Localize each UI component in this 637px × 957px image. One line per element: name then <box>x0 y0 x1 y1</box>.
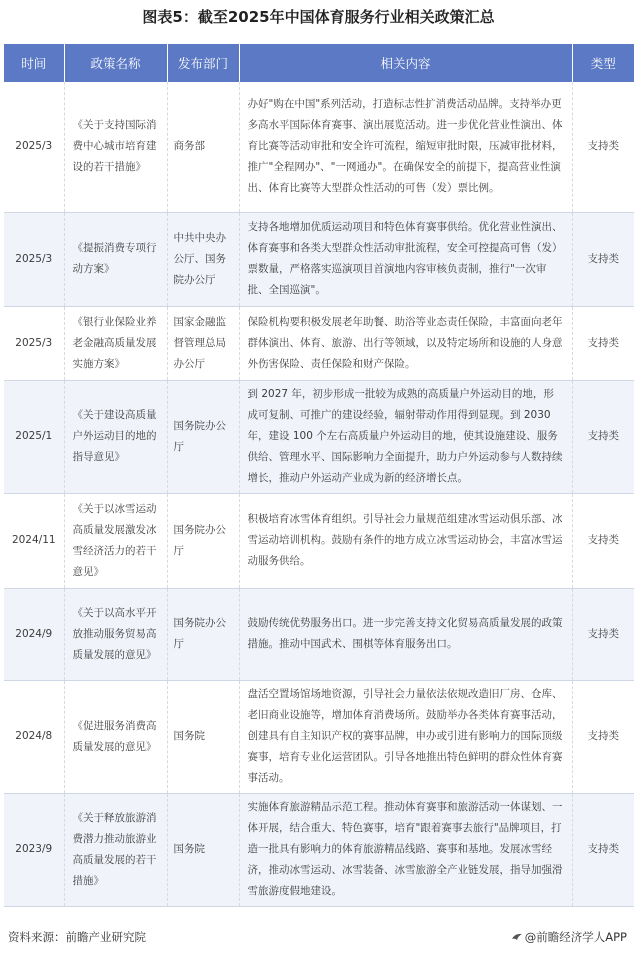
table-row <box>4 306 634 380</box>
cell-content: 到 2027 年，初步形成一批较为成熟的高质量户外运动目的地，形成可复制、可推广的建设经验，辐射带动作用得到显现。到 2030 年，建设 100 个左右高质量户外运动目的地，使其设施建设、服务供给、管理水平、国际影响力全面提升，助力户外运动参与人数持续增长，推动户外运动产业成为新的经济增长点。 <box>239 380 572 493</box>
cell-type: 支持类 <box>572 212 634 306</box>
cell-type: 支持类 <box>572 306 634 380</box>
cell-policy-name: 《促进服务消费高质量发展的意见》 <box>64 680 167 793</box>
cell-time: 2024/9 <box>4 588 64 680</box>
cell-content: 积极培育冰雪体育组织。引导社会力量规范组建冰雪运动俱乐部、冰雪运动培训机构。鼓励有条件的地方成立冰雪运动协会，丰富冰雪运动服务供给。 <box>239 493 572 588</box>
cell-time: 2025/3 <box>4 82 64 212</box>
cell-policy-name: 《关于建设高质量户外运动目的地的指导意见》 <box>64 380 167 493</box>
cell-type: 支持类 <box>572 793 634 906</box>
cell-policy-name: 《提振消费专项行动方案》 <box>64 212 167 306</box>
source-note: 资料来源：前瞻产业研究院 <box>8 930 146 944</box>
cell-department: 国家金融监督管理总局办公厅 <box>167 306 239 380</box>
page-title: 图表5：截至2025年中国体育服务行业相关政策汇总 <box>142 8 495 26</box>
cell-time: 2025/1 <box>4 380 64 493</box>
cell-content: 办好"购在中国"系列活动，打造标志性扩消费活动品牌。支持举办更多高水平国际体育赛事、演出展览活动。进一步优化营业性演出、体育比赛等活动审批和安全许可流程，缩短审批时限，压减审批材料，推广"全程网办"、"一网通办"。在确保安全的前提下，提高营业性演出、体育比赛等大型群众性活动的可售（发）票比例。 <box>239 82 572 212</box>
brand-credit-text: @前瞻经济学人APP <box>524 930 627 944</box>
brand-logo-icon <box>511 931 523 941</box>
header-type: 类型 <box>572 44 634 82</box>
header-content: 相关内容 <box>239 44 572 82</box>
header-dept: 发布部门 <box>167 44 239 82</box>
header-name: 政策名称 <box>64 44 167 82</box>
table-row <box>4 588 634 680</box>
cell-policy-name: 《关于支持国际消费中心城市培育建设的若干措施》 <box>64 82 167 212</box>
cell-content: 保险机构要积极发展老年助餐、助浴等业态责任保险，丰富面向老年群体演出、体育、旅游、出行等领域，以及特定场所和设施的人身意外伤害保险、责任保险和财产保险。 <box>239 306 572 380</box>
cell-policy-name: 《关于以冰雪运动高质量发展激发冰雪经济活力的若干意见》 <box>64 493 167 588</box>
cell-department: 国务院办公厅 <box>167 493 239 588</box>
table-header-row <box>4 44 634 82</box>
cell-content: 盘活空置场馆场地资源，引导社会力量依法依规改造旧厂房、仓库、老旧商业设施等，增加体育消费场所。鼓励举办各类体育赛事活动，创建具有自主知识产权的赛事品牌，申办或引进有影响力的国际顶级赛事，培育专业化运营团队。引导各地推出特色鲜明的群众性体育赛事活动。 <box>239 680 572 793</box>
cell-type: 支持类 <box>572 588 634 680</box>
brand-credit <box>511 929 627 945</box>
header-time: 时间 <box>4 44 64 82</box>
cell-department: 中共中央办公厅、国务院办公厅 <box>167 212 239 306</box>
cell-type: 支持类 <box>572 82 634 212</box>
table-row <box>4 82 634 212</box>
cell-content: 支持各地增加优质运动项目和特色体育赛事供给。优化营业性演出、体育赛事和各类大型群众性活动审批流程，安全可控提高可售（发）票数量，严格落实巡演项目首演地内容审核负责制，推行"一次审批、全国巡演"。 <box>239 212 572 306</box>
cell-policy-name: 《关于释放旅游消费潜力推动旅游业高质量发展的若干措施》 <box>64 793 167 906</box>
cell-type: 支持类 <box>572 680 634 793</box>
cell-content: 实施体育旅游精品示范工程。推动体育赛事和旅游活动一体谋划、一体开展，结合重大、特色赛事，培育"跟着赛事去旅行"品牌项目，打造一批具有影响力的体育旅游精品线路、赛事和基地。发展冰雪经济，推动冰雪运动、冰雪装备、冰雪旅游全产业链发展，指导加强滑雪旅游度假地建设。 <box>239 793 572 906</box>
cell-department: 商务部 <box>167 82 239 212</box>
table-row <box>4 493 634 588</box>
cell-time: 2024/11 <box>4 493 64 588</box>
table-row <box>4 680 634 793</box>
cell-type: 支持类 <box>572 380 634 493</box>
policy-table <box>4 44 634 907</box>
table-row <box>4 212 634 306</box>
table-row <box>4 380 634 493</box>
cell-time: 2023/9 <box>4 793 64 906</box>
cell-time: 2024/8 <box>4 680 64 793</box>
cell-department: 国务院办公厅 <box>167 380 239 493</box>
table-row <box>4 793 634 906</box>
cell-department: 国务院办公厅 <box>167 588 239 680</box>
cell-department: 国务院 <box>167 680 239 793</box>
cell-time: 2025/3 <box>4 212 64 306</box>
cell-type: 支持类 <box>572 493 634 588</box>
cell-policy-name: 《银行业保险业养老金融高质量发展实施方案》 <box>64 306 167 380</box>
cell-policy-name: 《关于以高水平开放推动服务贸易高质量发展的意见》 <box>64 588 167 680</box>
cell-content: 鼓励传统优势服务出口。进一步完善支持文化贸易高质量发展的政策措施。推动中国武术、围棋等体育服务出口。 <box>239 588 572 680</box>
cell-time: 2025/3 <box>4 306 64 380</box>
cell-department: 国务院 <box>167 793 239 906</box>
